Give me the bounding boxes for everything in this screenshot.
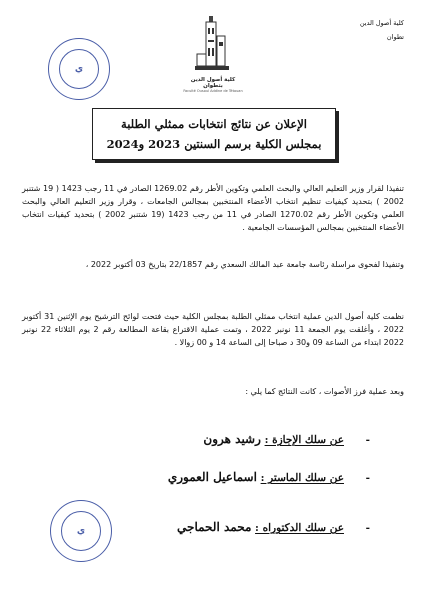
paragraph-election-process: نظمت كلية أصول الدين عملية انتخاب ممثلي الطلبة بمجلس الكلية حيث فتحت لوائح الترشيح يوم الإثنين 31 أكتوبر 2022 ، وأغلقت يوم الجمعة 11 نونبر 2022 ، وتمت عملية الاقتراع بقاعة المطالعة رقم 2 يوم الثلاثاء 22 نونبر 2022 ابتداء من الساعة 09 و30 د صباحا إلى الساعة 14 و 00 زوالا .: [22, 312, 405, 347]
minaret-icon: [193, 14, 233, 76]
result-winner-name: محمد الحماجي: [177, 520, 252, 534]
logo-arabic-text: كلية أصول الدين بتطوان: [190, 77, 236, 89]
stamp-seal-icon: [50, 500, 112, 562]
list-dash: -: [365, 434, 370, 446]
faculty-logo: [180, 14, 246, 96]
result-winner-name: اسماعيل العموري: [167, 470, 257, 484]
list-dash: -: [365, 472, 370, 484]
result-winner-name: رشيد هرون: [203, 432, 261, 446]
stamp-center: ي: [61, 511, 101, 551]
college-name: كلية أصول الدين: [359, 19, 404, 27]
list-dash: -: [365, 522, 370, 534]
city-name: تطوان: [386, 33, 404, 41]
paragraph-results-intro: وبعد عملية فرز الأصوات ، كانت النتائج كما يلي :: [245, 387, 404, 396]
institution-header: [360, 16, 404, 44]
title-line-2: بمجلس الكلية برسم السنتين 2023 و2024: [106, 137, 322, 151]
result-row-bachelor: [203, 432, 370, 446]
result-track-label: عن سلك الماستر :: [260, 472, 344, 484]
stamp-seal-icon: [48, 38, 110, 100]
logo-latin-text: Faculté Ousoul Addine de Tétouan: [183, 89, 243, 93]
paragraph-correspondence: وتنفيذا لفحوى مراسلة رئاسة جامعة عبد المالك السعدي رقم 22/1857 بتاريخ 03 أكتوبر 2022 ،: [85, 260, 404, 269]
result-row-doctorate: [177, 520, 370, 534]
stamp-center: ي: [59, 49, 99, 89]
title-line-1: الإعلان عن نتائج انتخابات ممثلي الطلبة: [121, 117, 307, 131]
result-row-master: [168, 470, 370, 484]
announcement-title-box: [92, 108, 336, 160]
result-track-label: عن سلك الإجازة :: [264, 434, 344, 446]
paragraph-legal-basis: تنفيذا لقرار وزير التعليم العالي والبحث العلمي وتكوين الأطر رقم 1269.02 الصادر في 11 رجب 1423 ( 19 شتنبر 2002 ) بتحديد كيفيات تنظيم انتخاب الأعضاء المنتخبين بمجالس الجامعات ، وقرار وزير التعليم العالي والبحث العلمي وتكوين الأطر رقم 1270.02 الصادر في 11 من رجب 1423 (19 شتنبر 2002 ) بتحديد كيفيات انتخاب الأعضاء المنتخبين بمجالس المؤسسات الجامعية .: [22, 184, 405, 232]
result-track-label: عن سلك الدكتوراه :: [255, 522, 344, 534]
